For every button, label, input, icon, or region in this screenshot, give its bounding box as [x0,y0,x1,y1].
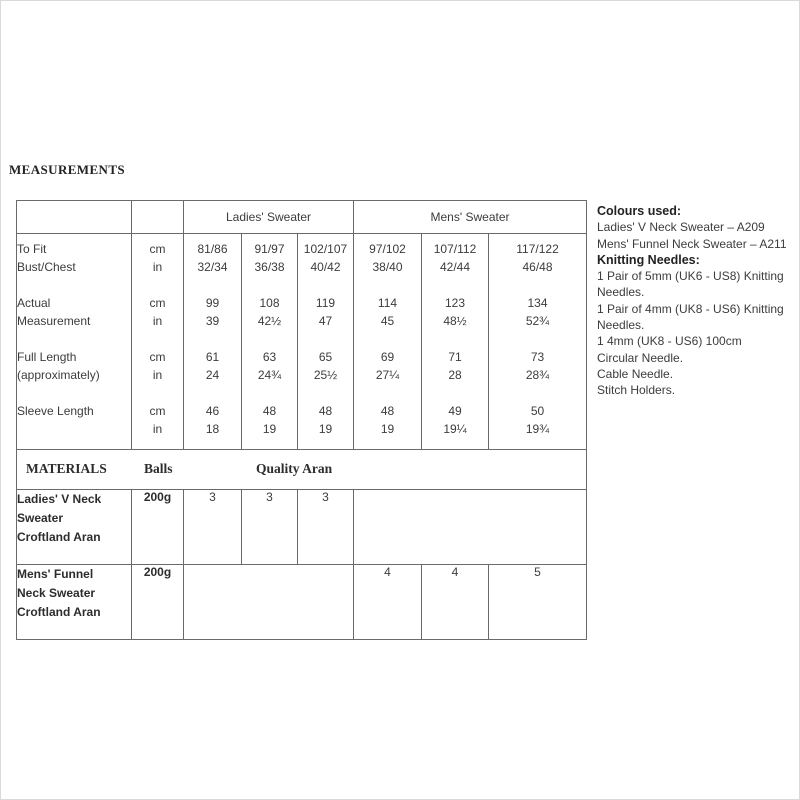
value-cell [242,234,298,288]
value-cm: 65 [318,349,333,364]
unit-cell [132,234,184,288]
value-cell [354,288,422,342]
value-cm: 48 [318,403,333,418]
value-in: 25½ [313,367,338,382]
table-row-full-length [17,342,587,396]
product-name-line: Ladies' V Neck [17,492,102,506]
needles-line: Cable Needle. [597,366,674,381]
needles-line: Needles. [597,285,645,300]
value-cell [242,288,298,342]
value-in: 18 [205,421,220,436]
value-cell [422,396,489,450]
value-cell [354,234,422,288]
product-row-ladies [17,490,587,565]
unit-in: in [152,260,163,274]
ball-count-cell: 3 [184,490,242,565]
header-spacer-cell [17,201,132,234]
ball-weight: 200g [132,565,184,640]
value-in: 19¾ [525,421,550,436]
mens-sweater-header: Mens' Sweater [354,201,587,234]
value-cell [184,396,242,450]
value-in: 38/40 [372,260,403,274]
value-cm: 134 [527,295,548,310]
value-cell [489,288,587,342]
value-in: 28 [448,367,462,382]
unit-cell [132,396,184,450]
notes-sidebar [597,203,797,399]
unit-in: in [152,313,163,328]
value-in: 28¾ [525,367,550,382]
value-cell [489,396,587,450]
needles-line: Circular Needle. [597,350,684,365]
row-label [17,396,132,450]
value-cell [184,342,242,396]
value-cell [298,342,354,396]
value-cm: 49 [448,403,462,418]
value-in: 52¾ [525,313,550,328]
value-in: 36/38 [254,260,285,274]
materials-header-cell [17,450,587,490]
knitting-needles-heading: Knitting Needles: [597,252,700,267]
value-cm: 119 [315,295,336,310]
row-label [17,288,132,342]
unit-cm: cm [149,242,166,256]
value-in: 19¼ [443,421,467,436]
value-cell [422,288,489,342]
value-cell [354,396,422,450]
row-label [17,234,132,288]
value-cell [422,234,489,288]
value-cell [422,342,489,396]
value-cm: 114 [377,295,398,310]
value-cm: 117/122 [516,242,559,256]
value-cm: 69 [380,349,395,364]
value-cell [489,234,587,288]
unit-cm: cm [149,349,166,364]
value-cm: 107/112 [433,242,477,256]
product-name [17,565,132,640]
materials-header-wrap [17,450,586,489]
quality-label: Quality Aran [256,461,333,476]
row-label-line: To Fit [17,242,47,256]
ball-count-cell: 3 [242,490,298,565]
value-cm: 102/107 [303,242,348,256]
value-in: 40/42 [310,260,341,274]
value-cell [184,288,242,342]
colour-line: Ladies' V Neck Sweater – A209 [597,220,765,235]
ball-count-cell: 3 [298,490,354,565]
table-header-row [17,201,587,234]
value-in: 42/44 [439,260,471,274]
unit-in: in [152,367,163,382]
colour-line: Mens' Funnel Neck Sweater – A211 [597,236,787,251]
ball-count-cell: 4 [422,565,489,640]
needles-line: Needles. [597,318,645,333]
header-spacer-cell [132,201,184,234]
row-label-line: Full Length [17,349,77,364]
value-cm: 48 [262,403,277,418]
value-cm: 123 [444,295,466,310]
value-cm: 48 [380,403,395,418]
value-in: 42½ [257,313,282,328]
product-name [17,490,132,565]
value-in: 19 [380,421,395,436]
unit-cell [132,342,184,396]
unit-cm: cm [149,295,166,310]
value-cm: 61 [205,349,220,364]
value-cell [489,342,587,396]
row-label-line: Sleeve Length [17,403,94,418]
row-label-line: Measurement [17,313,91,328]
value-cell [298,396,354,450]
value-cm: 50 [530,403,545,418]
value-cell [298,234,354,288]
page-title: MEASUREMENTS [9,162,126,177]
value-cell [184,234,242,288]
unit-in: in [152,421,163,436]
value-in: 19 [262,421,277,436]
measurements-table [16,200,587,640]
product-name-line: Croftland Aran [17,605,101,619]
ball-weight: 200g [132,490,184,565]
product-row-mens [17,565,587,640]
value-cell [298,288,354,342]
value-in: 19 [318,421,333,436]
value-cm: 97/102 [369,242,406,256]
value-cell [242,342,298,396]
value-cell [242,396,298,450]
product-name-line: Croftland Aran [17,530,101,544]
value-cm: 46 [205,403,220,418]
empty-cell [354,490,587,565]
value-cm: 99 [205,295,220,310]
balls-label: Balls [144,461,173,476]
ladies-sweater-header: Ladies' Sweater [184,201,354,234]
product-name-line: Sweater [17,511,64,525]
unit-cm: cm [149,403,166,418]
empty-cell [184,565,354,640]
value-in: 39 [205,313,220,328]
table-row-sleeve-length [17,396,587,450]
row-label-line: Bust/Chest [17,260,76,274]
ball-count-cell: 5 [489,565,587,640]
row-label-line: (approximately) [17,367,100,382]
value-in: 32/34 [197,260,228,274]
unit-cell [132,288,184,342]
value-in: 45 [380,313,395,328]
ball-count-cell: 4 [354,565,422,640]
row-label-line: Actual [17,295,51,310]
value-cm: 71 [448,349,462,364]
value-cm: 63 [262,349,277,364]
value-in: 46/48 [522,260,553,274]
colours-used-heading: Colours used: [597,204,682,218]
table-row-actual-measurement [17,288,587,342]
row-label [17,342,132,396]
needles-line: Stitch Holders. [597,383,676,398]
value-in: 24 [205,367,220,382]
value-in: 24¾ [257,367,282,382]
value-cm: 91/97 [254,242,285,256]
table-row-to-fit [17,234,587,288]
value-in: 27¼ [375,367,400,382]
needles-line: 1 Pair of 5mm (UK6 - US8) Knitting [597,269,784,284]
value-cell [354,342,422,396]
materials-heading: MATERIALS [26,461,107,476]
value-in: 48½ [443,313,467,328]
product-name-line: Neck Sweater [17,586,96,600]
value-cm: 73 [530,349,545,364]
value-cm: 81/86 [197,242,228,256]
needles-line: 1 Pair of 4mm (UK8 - US6) Knitting [597,301,784,316]
value-in: 47 [318,313,333,328]
product-name-line: Mens' Funnel [17,567,94,581]
value-cm: 108 [259,295,280,310]
materials-header-row [17,450,587,490]
needles-line: 1 4mm (UK8 - US6) 100cm [597,334,742,349]
